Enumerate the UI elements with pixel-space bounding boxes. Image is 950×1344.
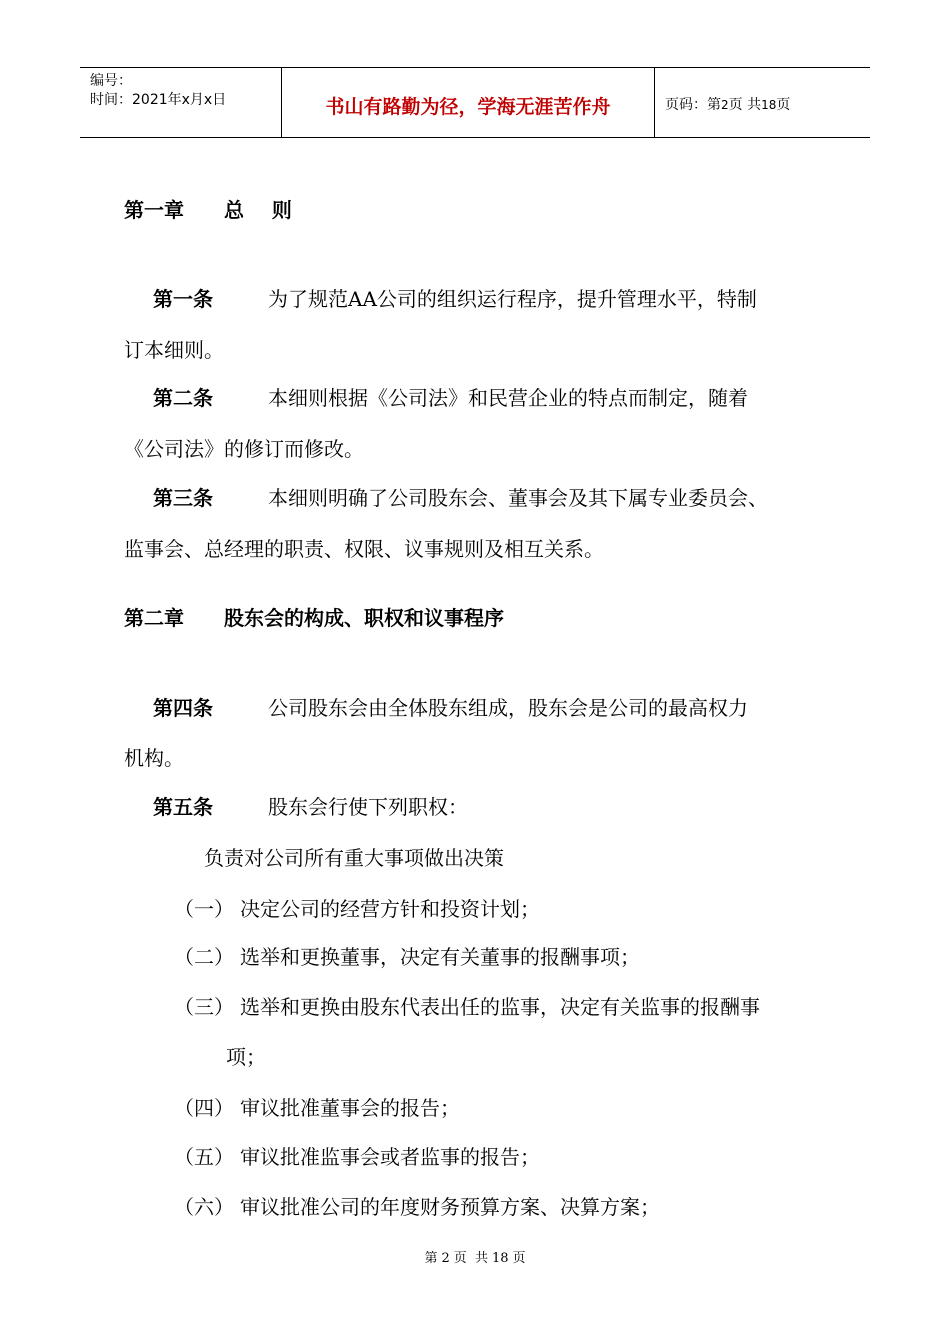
item-5-number: （五） <box>174 1145 234 1169</box>
item-1-text: 决定公司的经营方针和投资计划； <box>240 897 540 921</box>
item-3-text-continued: 项； <box>226 1045 266 1069</box>
item-4-text: 审议批准董事会的报告； <box>240 1096 460 1120</box>
chapter-2-heading <box>124 606 504 630</box>
footer-mid: 页 共 <box>453 1251 488 1266</box>
header-motto-cell <box>282 68 655 137</box>
chapter-1-title: 总 则 <box>224 198 292 222</box>
article-5-line-1: 股东会行使下列职权： <box>268 795 468 819</box>
article-4-line-2: 机构。 <box>124 746 184 770</box>
chapter-2-title: 股东会的构成、职权和议事程序 <box>224 606 504 630</box>
article-1-label: 第一条 <box>153 287 213 311</box>
article-4-line-1: 公司股东会由全体股东组成，股东会是公司的最高权力 <box>268 696 748 720</box>
article-3-label: 第三条 <box>153 486 213 510</box>
footer-total-pages: 18 <box>492 1251 509 1266</box>
header-page-end: 页 <box>776 97 791 113</box>
header-page-mid: 页 共 <box>728 97 762 113</box>
header-page-current: 2 <box>721 98 729 112</box>
page-header <box>80 67 870 138</box>
header-meta-cell <box>80 68 282 137</box>
item-4-number: （四） <box>174 1096 234 1120</box>
item-6-text: 审议批准公司的年度财务预算方案、决算方案； <box>240 1195 660 1219</box>
page-footer <box>0 1247 950 1266</box>
article-2-line-1: 本细则根据《公司法》和民营企业的特点而制定，随着 <box>268 386 748 410</box>
footer-end: 页 <box>512 1251 526 1266</box>
document-number-label: 编号： <box>90 73 132 89</box>
item-5-text: 审议批准监事会或者监事的报告； <box>240 1145 540 1169</box>
article-4-label: 第四条 <box>153 696 213 720</box>
item-6-number: （六） <box>174 1195 234 1219</box>
article-5-intro: 负责对公司所有重大事项做出决策 <box>204 846 504 870</box>
header-page-label: 页码：第 <box>665 97 721 113</box>
chapter-1-heading <box>124 198 292 222</box>
footer-pre: 第 <box>424 1251 438 1266</box>
footer-current-page: 2 <box>441 1251 450 1266</box>
article-1-line-2: 订本细则。 <box>124 338 224 362</box>
article-5-label: 第五条 <box>153 795 213 819</box>
header-motto: 书山有路勤为径，学海无涯苦作舟 <box>325 96 611 118</box>
article-2-label: 第二条 <box>153 386 213 410</box>
item-2-text: 选举和更换董事，决定有关董事的报酬事项； <box>240 945 640 969</box>
header-page-info <box>665 94 790 114</box>
item-3-number: （三） <box>174 995 234 1019</box>
item-1-number: （一） <box>174 897 234 921</box>
header-page-cell <box>655 68 870 137</box>
chapter-2-label: 第二章 <box>124 606 184 630</box>
article-1-line-1: 为了规范AA公司的组织运行程序，提升管理水平，特制 <box>268 287 757 311</box>
item-3-text: 选举和更换由股东代表出任的监事，决定有关监事的报酬事 <box>240 995 760 1019</box>
article-3-line-1: 本细则明确了公司股东会、董事会及其下属专业委员会、 <box>268 486 768 510</box>
document-time-label: 时间：2021年x月x日 <box>90 92 227 108</box>
header-page-total: 18 <box>761 98 777 112</box>
article-2-line-2: 《公司法》的修订而修改。 <box>124 437 364 461</box>
item-2-number: （二） <box>174 945 234 969</box>
chapter-1-label: 第一章 <box>124 198 184 222</box>
article-3-line-2: 监事会、总经理的职责、权限、议事规则及相互关系。 <box>124 537 604 561</box>
